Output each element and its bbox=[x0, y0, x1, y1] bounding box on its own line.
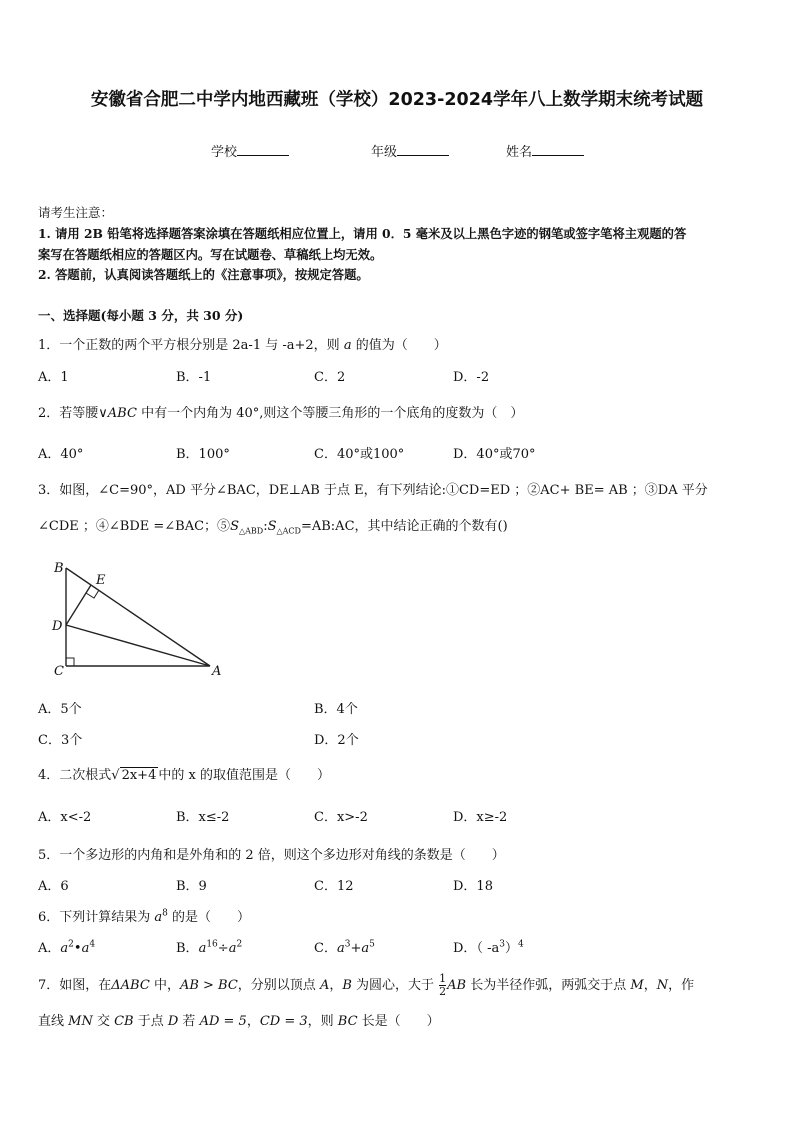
right-angle-c bbox=[66, 658, 74, 666]
triangle-figure bbox=[50, 558, 240, 682]
segment-ad bbox=[66, 625, 210, 666]
q3-option-c[interactable]: C．3个 bbox=[38, 733, 83, 748]
q1-option-d[interactable]: D．-2 bbox=[453, 370, 490, 385]
fraction-half: $\frac{1}{2}$ bbox=[439, 972, 447, 998]
q2-option-a[interactable]: A．40° bbox=[38, 447, 84, 462]
question-7-line-1: 7．如图，在ΔABC 中，AB > BC，分别以顶点 A，B 为圆心，大于 $\frac{1}{2}$ AB 长为半径作弧，两弧交于点 M，N，作 bbox=[38, 972, 695, 998]
label-d: D bbox=[52, 619, 63, 634]
notice-heading: 请考生注意： bbox=[38, 205, 114, 220]
page-title: 安徽省合肥二中学内地西藏班（学校）2023-2024学年八上数学期末统考试题 bbox=[90, 90, 704, 110]
notice-line-2: 2. 答题前，认真阅读答题纸上的《注意事项》，按规定答题。 bbox=[38, 267, 369, 282]
q6-option-a[interactable]: A．$a^2•a^4$ bbox=[38, 939, 96, 956]
label-a: A bbox=[212, 664, 222, 679]
question-1-stem: 1．一个正数的两个平方根分别是 2a-1 与 -a+2，则 a 的值为（ ） bbox=[38, 338, 447, 353]
radicand: 2x+4 bbox=[121, 768, 157, 783]
question-7-line-2: 直线 MN 交 CB 于点 D 若 AD = 5，CD = 3，则 BC 长是（ ） bbox=[38, 1014, 440, 1029]
q6-option-b[interactable]: B．$a^{16}\div a^2$ bbox=[176, 939, 243, 956]
school-blank[interactable] bbox=[237, 143, 289, 156]
q3-option-b[interactable]: B．4个 bbox=[314, 702, 358, 717]
q3-option-a[interactable]: A．5个 bbox=[38, 702, 82, 717]
name-field bbox=[506, 141, 584, 160]
school-label: 学校 bbox=[211, 145, 238, 160]
notice-line-1a: 1. 请用 2B 铅笔将选择题答案涂填在答题纸相应位置上，请用 0．5 毫米及以上黑色字迹的钢笔或签字笔将主观题的答 bbox=[38, 226, 687, 241]
side-ab bbox=[66, 568, 210, 666]
q4-option-d[interactable]: D．x≥-2 bbox=[453, 810, 508, 825]
label-b: B bbox=[54, 561, 64, 576]
q6-option-c[interactable]: C．$a^3+a^5$ bbox=[314, 939, 375, 956]
question-6-stem: 6．下列计算结果为 $a^8$ 的是（ ） bbox=[38, 908, 251, 925]
q2-option-d[interactable]: D．40°或70° bbox=[453, 447, 536, 462]
q1-option-c[interactable]: C．2 bbox=[314, 370, 346, 385]
section-heading: 一、选择题(每小题 3 分，共 30 分) bbox=[38, 308, 244, 323]
grade-label: 年级 bbox=[371, 145, 398, 160]
segment-de bbox=[66, 585, 91, 625]
grade-field bbox=[371, 141, 449, 160]
sqrt-sign: √ bbox=[111, 768, 120, 783]
q1-option-a[interactable]: A．1 bbox=[38, 370, 69, 385]
name-blank[interactable] bbox=[532, 143, 584, 156]
q4-option-b[interactable]: B．x≤-2 bbox=[176, 810, 230, 825]
question-3-line-1: 3．如图，∠C=90°，AD 平分∠BAC，DE⊥AB 于点 E，有下列结论:①CD=ED ；②AC+ BE= AB ；③DA 平分 bbox=[38, 483, 708, 498]
name-label: 姓名 bbox=[506, 145, 533, 160]
question-4-stem: 4．二次根式√ 2x+4 中的 x 的取值范围是（ ） bbox=[38, 768, 330, 783]
q5-option-b[interactable]: B．9 bbox=[176, 879, 207, 894]
q6-option-d[interactable]: D．（ $-a^3)^4$ bbox=[453, 939, 524, 956]
question-2-stem: 2．若等腰∨ABC 中有一个内角为 40°,则这个等腰三角形的一个底角的度数为（ ） bbox=[38, 406, 524, 421]
q2-option-b[interactable]: B．100° bbox=[176, 447, 230, 462]
q3-option-d[interactable]: D．2个 bbox=[314, 733, 359, 748]
q5-option-c[interactable]: C．12 bbox=[314, 879, 354, 894]
label-e: E bbox=[96, 573, 106, 588]
q5-option-a[interactable]: A．6 bbox=[38, 879, 69, 894]
q2-option-c[interactable]: C．40°或100° bbox=[314, 447, 405, 462]
question-5-stem: 5．一个多边形的内角和是外角和的 2 倍，则这个多边形对角线的条数是（ ） bbox=[38, 848, 505, 863]
label-c: C bbox=[54, 664, 64, 679]
q4-option-a[interactable]: A．x<-2 bbox=[38, 810, 92, 825]
q4-option-c[interactable]: C．x>-2 bbox=[314, 810, 368, 825]
question-3-line-2: ∠CDE ；④∠BDE =∠BAC；$⑤S_{\triangle ABD}:S_{\triangle ACD}=AB:AC$，其中结论正确的个数有() bbox=[38, 519, 508, 536]
grade-blank[interactable] bbox=[397, 143, 449, 156]
notice-line-1b: 案写在答题纸相应的答题区内。写在试题卷、草稿纸上均无效。 bbox=[38, 247, 383, 262]
q1-option-b[interactable]: B．-1 bbox=[176, 370, 212, 385]
q5-option-d[interactable]: D．18 bbox=[453, 879, 493, 894]
school-field bbox=[211, 141, 289, 160]
